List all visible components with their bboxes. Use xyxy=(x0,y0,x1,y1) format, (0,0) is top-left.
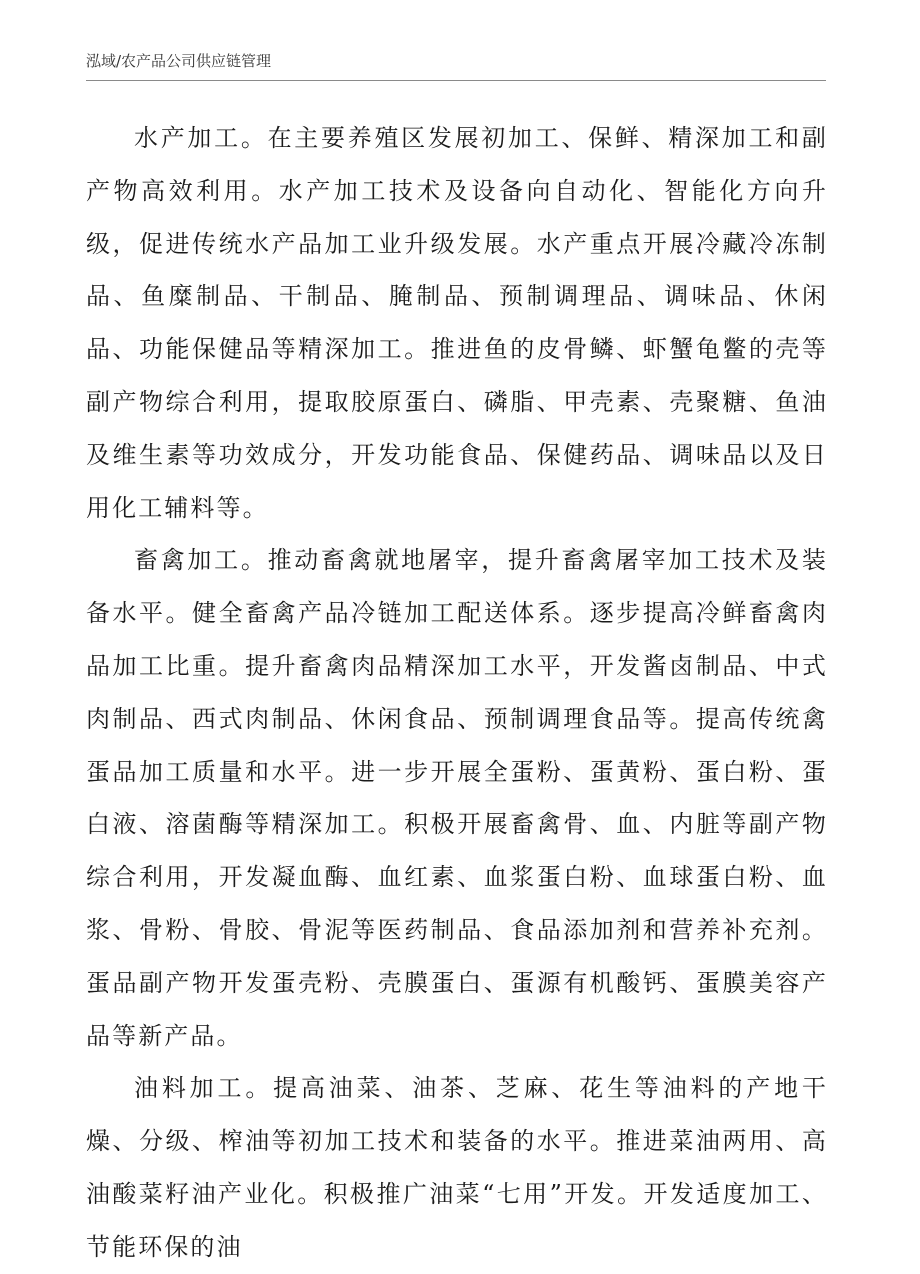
paragraph-livestock-processing: 畜禽加工。推动畜禽就地屠宰，提升畜禽屠宰加工技术及装备水平。健全畜禽产品冷链加工配送体系。逐步提高冷鲜畜禽肉品加工比重。提升畜禽肉品精深加工水平，开发酱卤制品、中式肉制品、西式肉制品、休闲食品、预制调理食品等。提高传统禽蛋品加工质量和水平。进一步开展全蛋粉、蛋黄粉、蛋白粉、蛋白液、溶菌酶等精深加工。积极开展畜禽骨、血、内脏等副产物综合利用，开发凝血酶、血红素、血浆蛋白粉、血球蛋白粉、血浆、骨粉、骨胶、骨泥等医药制品、食品添加剂和营养补充剂。蛋品副产物开发蛋壳粉、壳膜蛋白、蛋源有机酸钙、蛋膜美容产品等新产品。 xyxy=(86,546,828,1050)
paragraph-aquatic-processing: 水产加工。在主要养殖区发展初加工、保鲜、精深加工和副产物高效利用。水产加工技术及设备向自动化、智能化方向升级，促进传统水产品加工业升级发展。水产重点开展冷藏冷冻制品、鱼糜制品、干制品、腌制品、预制调理品、调味品、休闲品、功能保健品等精深加工。推进鱼的皮骨鳞、虾蟹龟鳖的壳等副产物综合利用，提取胶原蛋白、磷脂、甲壳素、壳聚糖、鱼油及维生素等功效成分，开发功能食品、保健药品、调味品以及日用化工辅料等。 xyxy=(86,124,828,522)
paragraph-oilseed-processing: 油料加工。提高油菜、油茶、芝麻、花生等油料的产地干燥、分级、榨油等初加工技术和装备的水平。推进菜油两用、高油酸菜籽油产业化。积极推广油菜“七用”开发。开发适度加工、节能环保的油 xyxy=(86,1074,828,1261)
header-divider xyxy=(86,80,826,81)
document-body xyxy=(86,112,828,1274)
page-header: 泓域/农产品公司供应链管理 xyxy=(86,52,272,70)
